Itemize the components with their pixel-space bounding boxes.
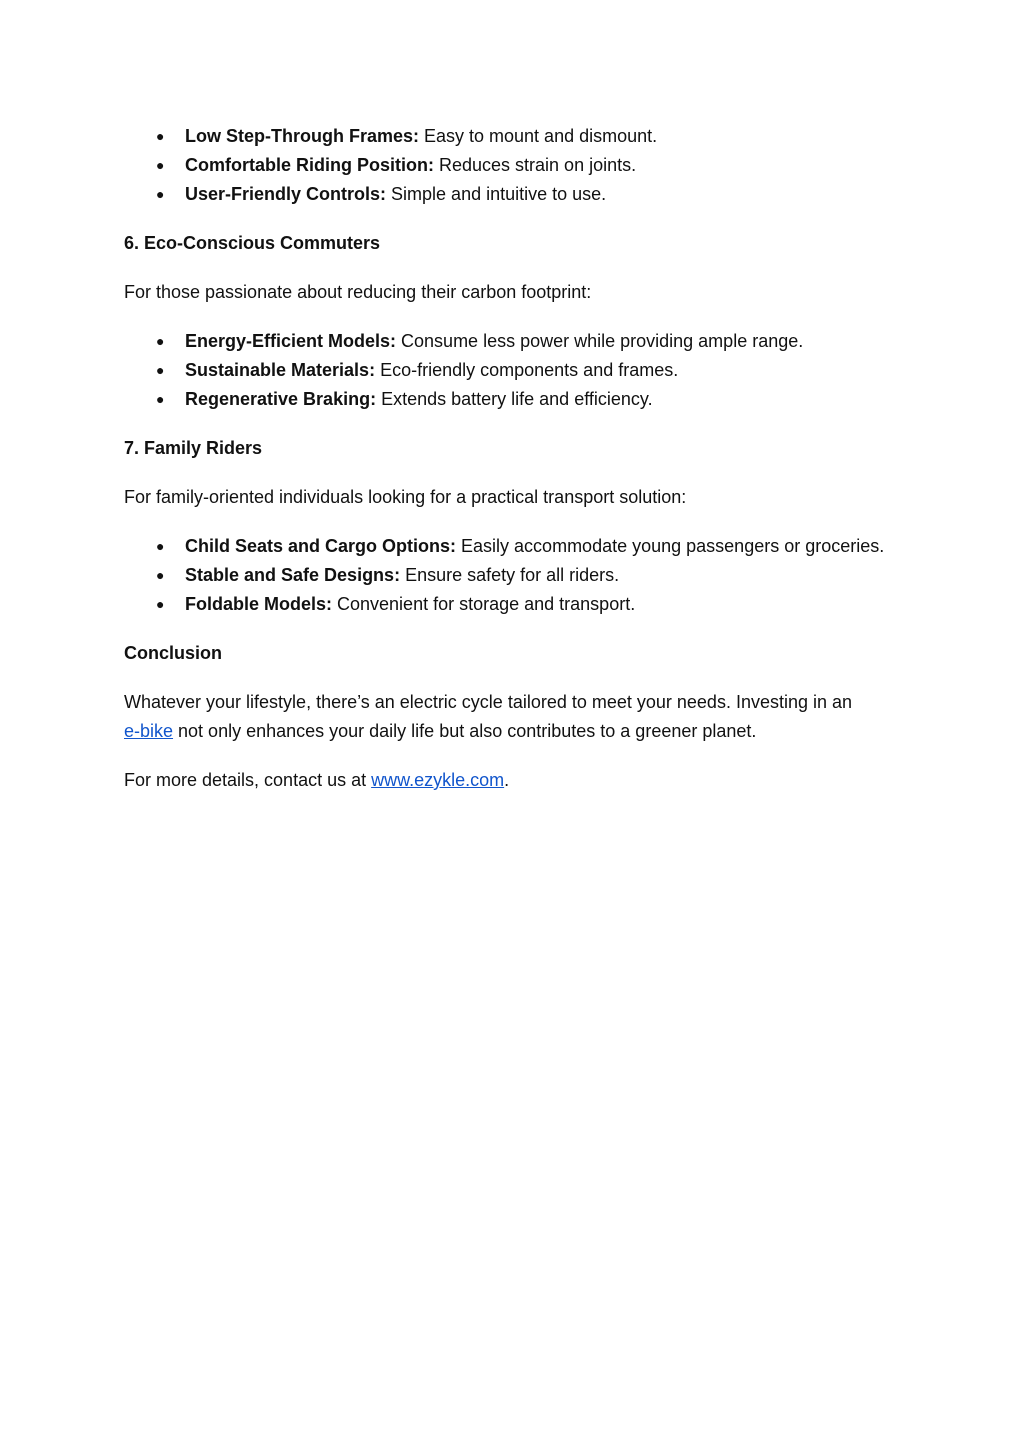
list-item-term: Stable and Safe Designs: (185, 565, 401, 585)
list-item-desc: Easily accommodate young passengers or groceries. (456, 536, 885, 556)
list-item-desc: Simple and intuitive to use. (386, 184, 607, 204)
list-item (124, 590, 914, 619)
list-item-desc: Convenient for storage and transport. (332, 594, 636, 614)
list-item-desc: Consume less power while providing ample range. (396, 331, 804, 351)
list-item-term: Comfortable Riding Position: (185, 155, 434, 175)
section-heading-conclusion: Conclusion (124, 643, 222, 663)
bullet-icon: ● (156, 391, 165, 407)
contact-paragraph (124, 766, 914, 795)
list-item-term: Low Step-Through Frames: (185, 126, 419, 146)
section-intro: For family-oriented individuals looking for a practical transport solution: (124, 487, 687, 507)
conclusion-text-end: not only enhances your daily life but also contributes to a greener planet. (173, 721, 757, 741)
eco-commuters-list (124, 327, 914, 414)
list-item (124, 385, 914, 414)
ebike-link[interactable]: e-bike (124, 721, 174, 741)
conclusion-paragraph (124, 688, 914, 746)
section-heading-eco-commuters: 6. Eco-Conscious Commuters (124, 233, 381, 253)
list-item-term: User-Friendly Controls: (185, 184, 387, 204)
conclusion-text-start: Whatever your lifestyle, there’s an electric cycle tailored to meet your needs. Investing in an (124, 692, 853, 712)
list-item-term: Child Seats and Cargo Options: (185, 536, 457, 556)
bullet-icon: ● (156, 186, 165, 202)
bullet-icon: ● (156, 157, 165, 173)
list-item-desc: Extends battery life and efficiency. (376, 389, 653, 409)
bullet-icon: ● (156, 333, 165, 349)
bullet-icon: ● (156, 362, 165, 378)
list-item-term: Foldable Models: (185, 594, 333, 614)
document-page (124, 122, 914, 795)
bullet-icon: ● (156, 596, 165, 612)
intro-feature-list (124, 122, 914, 209)
website-link[interactable]: www.ezykle.com (371, 770, 505, 790)
bullet-icon: ● (156, 128, 165, 144)
list-item (124, 356, 914, 385)
list-item (124, 327, 914, 356)
bullet-icon: ● (156, 538, 165, 554)
section-heading-family-riders: 7. Family Riders (124, 438, 263, 458)
list-item (124, 532, 914, 561)
list-item-desc: Reduces strain on joints. (434, 155, 637, 175)
contact-suffix: . (504, 770, 510, 790)
list-item-desc: Eco-friendly components and frames. (375, 360, 679, 380)
bullet-icon: ● (156, 567, 165, 583)
list-item (124, 151, 914, 180)
list-item-term: Regenerative Braking: (185, 389, 377, 409)
list-item-term: Energy-Efficient Models: (185, 331, 397, 351)
contact-prefix: For more details, contact us at (124, 770, 372, 790)
list-item-term: Sustainable Materials: (185, 360, 376, 380)
list-item-desc: Ensure safety for all riders. (400, 565, 620, 585)
family-riders-list (124, 532, 914, 619)
list-item (124, 122, 914, 151)
section-intro: For those passionate about reducing their carbon footprint: (124, 282, 592, 302)
list-item-desc: Easy to mount and dismount. (419, 126, 658, 146)
list-item (124, 561, 914, 590)
list-item (124, 180, 914, 209)
